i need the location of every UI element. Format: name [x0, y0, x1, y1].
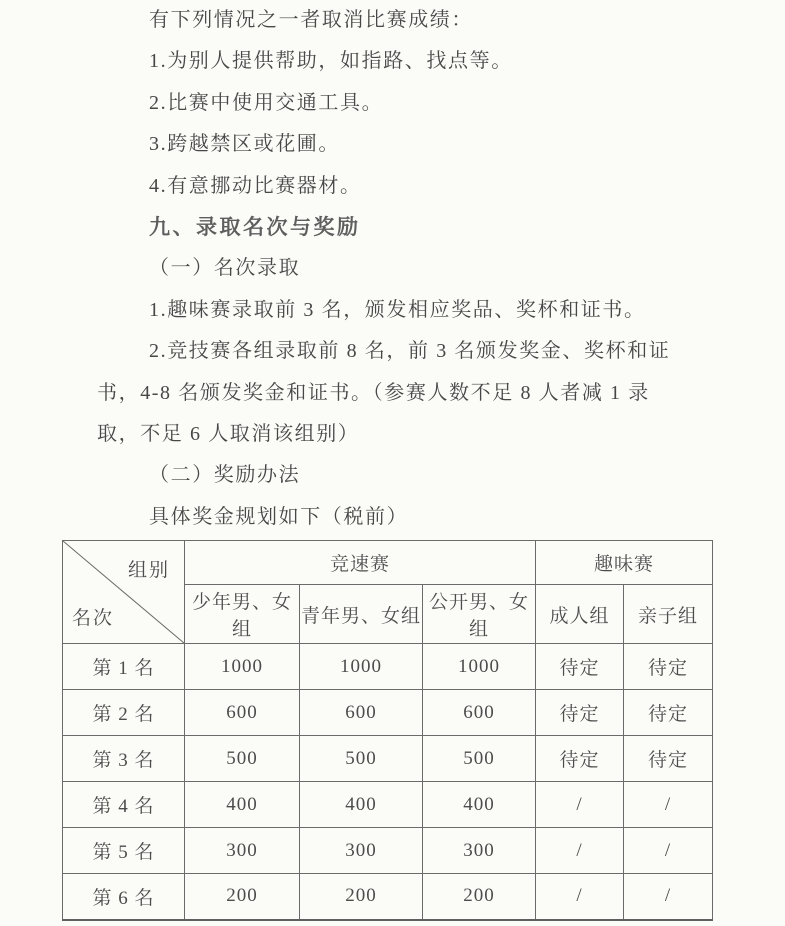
table-row [63, 690, 713, 736]
prize-value: 500 [423, 736, 536, 782]
rank-label: 第 1 名 [63, 644, 185, 690]
rank-label: 第 6 名 [63, 874, 185, 920]
paragraph-line: 2.竞技赛各组录取前 8 名，前 3 名颁发奖金、奖杯和证 [149, 340, 671, 363]
prize-value-tbd: 待定 [624, 736, 713, 782]
paragraph-line: 2.比赛中使用交通工具。 [149, 91, 384, 114]
header-youth-group: 青年男、女组 [300, 585, 423, 644]
prize-value: 300 [300, 828, 423, 874]
table-row [63, 828, 713, 874]
prize-value: 1000 [423, 644, 536, 690]
paragraph-line: 书，4-8 名颁发奖金和证书。（参赛人数不足 8 人者减 1 录 [97, 381, 650, 404]
table-row [63, 644, 713, 690]
prize-value: 400 [185, 782, 300, 828]
table-row [63, 736, 713, 782]
table-caption: 具体奖金规划如下（税前） [149, 505, 409, 528]
corner-label-rank: 名次 [72, 608, 115, 629]
paragraph-line: 有下列情况之一者取消比赛成绩： [149, 9, 473, 31]
subsection-heading: （二）奖励办法 [149, 464, 301, 487]
section-heading: 九、录取名次与奖励 [149, 215, 361, 239]
rank-label: 第 4 名 [63, 782, 185, 828]
rank-label: 第 2 名 [63, 690, 185, 736]
header-parentchild-group: 亲子组 [624, 585, 713, 644]
table-row [63, 874, 713, 920]
corner-label-group: 组别 [127, 560, 170, 581]
prize-value-tbd: 待定 [536, 644, 624, 690]
subsection-heading: （一）名次录取 [149, 257, 301, 280]
paragraph-line: 3.跨越禁区或花圃。 [149, 133, 340, 156]
prize-value-tbd: 待定 [624, 690, 713, 736]
prize-value: 300 [185, 828, 300, 874]
header-fun-race: 趣味赛 [536, 541, 713, 585]
prize-value-none: / [624, 782, 713, 828]
prize-value-none: / [536, 782, 624, 828]
header-adult-group: 成人组 [536, 585, 624, 644]
prize-value: 500 [185, 736, 300, 782]
prize-value: 200 [300, 874, 423, 920]
table-header-row-groups [63, 541, 713, 585]
paragraph-line: 取，不足 6 人取消该组别） [97, 422, 360, 445]
rank-label: 第 5 名 [63, 828, 185, 874]
prize-value-tbd: 待定 [624, 644, 713, 690]
prize-value: 1000 [185, 644, 300, 690]
prize-value: 600 [185, 690, 300, 736]
body-text-block [97, 0, 737, 538]
prize-value: 1000 [300, 644, 423, 690]
paragraph-line: 1.趣味赛录取前 3 名，颁发相应奖品、奖杯和证书。 [149, 298, 646, 321]
prize-value-none: / [624, 874, 713, 920]
corner-header-cell [63, 541, 185, 644]
prize-value-tbd: 待定 [536, 690, 624, 736]
prize-value: 600 [300, 690, 423, 736]
prize-value-tbd: 待定 [536, 736, 624, 782]
header-junior-group: 少年男、女组 [185, 585, 300, 644]
prize-value: 400 [423, 782, 536, 828]
header-speed-race: 竞速赛 [185, 541, 536, 585]
prize-value: 200 [185, 874, 300, 920]
prize-value: 500 [300, 736, 423, 782]
header-open-group: 公开男、女组 [423, 585, 536, 644]
table-row [63, 782, 713, 828]
prize-value: 400 [300, 782, 423, 828]
prize-value-none: / [536, 874, 624, 920]
paragraph-line: 4.有意挪动比赛器材。 [149, 174, 362, 197]
prize-value-none: / [624, 828, 713, 874]
prize-value: 300 [423, 828, 536, 874]
prize-value: 600 [423, 690, 536, 736]
rank-label: 第 3 名 [63, 736, 185, 782]
paragraph-line: 1.为别人提供帮助，如指路、找点等。 [149, 50, 513, 73]
prize-table [62, 540, 713, 921]
prize-value-none: / [536, 828, 624, 874]
prize-value: 200 [423, 874, 536, 920]
